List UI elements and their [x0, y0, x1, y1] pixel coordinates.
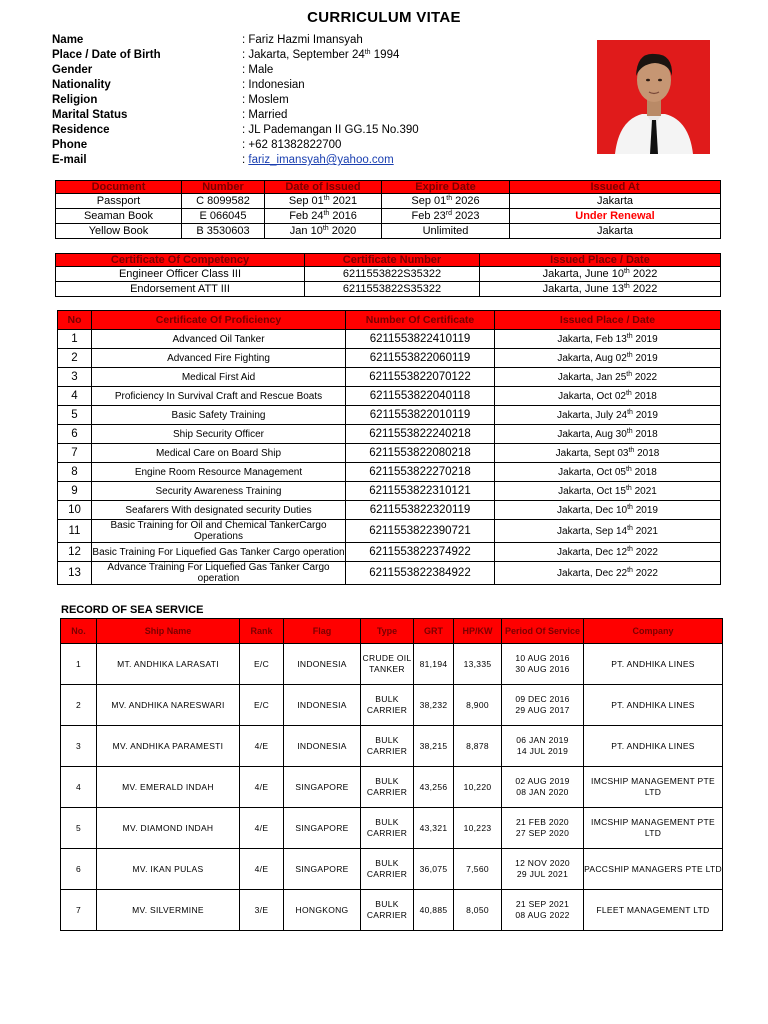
sea-service-cell: 38,232 [414, 685, 454, 726]
proficiency-cell: 11 [58, 520, 92, 543]
proficiency-cell: Jakarta, Sept 03th 2018 [495, 444, 721, 463]
sea-service-cell: 21 FEB 2020 27 SEP 2020 [502, 808, 584, 849]
sea-service-cell: SINGAPORE [284, 849, 361, 890]
personal-label: Marital Status [52, 109, 128, 121]
proficiency-cell: 6211553822310121 [346, 482, 495, 501]
sea-service-cell: 1 [61, 644, 97, 685]
person-portrait-icon [597, 40, 710, 154]
documents-row [56, 209, 721, 224]
proficiency-cell: 6211553822010119 [346, 406, 495, 425]
proficiency-cell: 2 [58, 349, 92, 368]
personal-row [52, 123, 592, 138]
proficiency-cell: 9 [58, 482, 92, 501]
sea-service-cell: 06 JAN 2019 14 JUL 2019 [502, 726, 584, 767]
personal-value: : Moslem [242, 94, 289, 106]
proficiency-cell: Seafarers With designated security Duties [92, 501, 346, 520]
proficiency-header: Number Of Certificate [346, 311, 495, 330]
proficiency-cell: Security Awareness Training [92, 482, 346, 501]
proficiency-cell: 6211553822070122 [346, 368, 495, 387]
sea-service-header: Type [361, 619, 414, 644]
proficiency-row [58, 463, 721, 482]
sea-service-cell: 5 [61, 808, 97, 849]
sea-service-row [61, 890, 723, 931]
proficiency-cell: 6211553822040118 [346, 387, 495, 406]
documents-cell: Yellow Book [56, 224, 182, 239]
proficiency-cell: Jakarta, Dec 12th 2022 [495, 543, 721, 562]
sea-service-cell: MV. EMERALD INDAH [97, 767, 240, 808]
proficiency-cell: 6211553822374922 [346, 543, 495, 562]
sea-service-cell: E/C [240, 644, 284, 685]
sea-service-cell: 4/E [240, 849, 284, 890]
sea-service-cell: 8,878 [454, 726, 502, 767]
sea-service-cell: 40,885 [414, 890, 454, 931]
profile-photo [597, 40, 710, 154]
proficiency-cell: Jakarta, Oct 05th 2018 [495, 463, 721, 482]
sea-service-cell: 3/E [240, 890, 284, 931]
proficiency-cell: 7 [58, 444, 92, 463]
sea-service-row [61, 726, 723, 767]
sea-service-cell: 43,321 [414, 808, 454, 849]
sea-service-row [61, 767, 723, 808]
sea-service-cell: MV. ANDHIKA PARAMESTI [97, 726, 240, 767]
documents-cell: Unlimited [382, 224, 510, 239]
documents-row [56, 224, 721, 239]
documents-cell: Sep 01th 2026 [382, 194, 510, 209]
proficiency-cell: 1 [58, 330, 92, 349]
sea-service-cell: 10 AUG 2016 30 AUG 2016 [502, 644, 584, 685]
proficiency-row [58, 425, 721, 444]
personal-label: Gender [52, 64, 93, 76]
proficiency-row [58, 501, 721, 520]
sea-service-cell: 12 NOV 2020 29 JUL 2021 [502, 849, 584, 890]
documents-header: Issued At [510, 181, 721, 194]
documents-header: Date of Issued [265, 181, 382, 194]
documents-cell: Sep 01th 2021 [265, 194, 382, 209]
personal-label: Nationality [52, 79, 111, 91]
documents-row [56, 194, 721, 209]
personal-row [52, 108, 592, 123]
documents-cell: Jakarta [510, 194, 721, 209]
personal-row [52, 48, 592, 63]
personal-label: Religion [52, 94, 98, 106]
email-link[interactable]: fariz_imansyah@yahoo.com [248, 154, 394, 166]
personal-row [52, 153, 592, 168]
proficiency-row [58, 406, 721, 425]
sea-service-cell: MV. ANDHIKA NARESWARI [97, 685, 240, 726]
personal-value: : fariz_imansyah@yahoo.com [242, 154, 394, 166]
sea-service-cell: SINGAPORE [284, 767, 361, 808]
proficiency-cell: Jakarta, Aug 30th 2018 [495, 425, 721, 444]
sea-service-row [61, 644, 723, 685]
personal-value: : Indonesian [242, 79, 305, 91]
proficiency-table [57, 310, 721, 585]
proficiency-header: Certificate Of Proficiency [92, 311, 346, 330]
documents-header: Expire Date [382, 181, 510, 194]
sea-service-header: Rank [240, 619, 284, 644]
proficiency-cell: Proficiency In Survival Craft and Rescue Boats [92, 387, 346, 406]
competency-cell: Jakarta, June 10th 2022 [480, 267, 721, 282]
proficiency-cell: 6211553822080218 [346, 444, 495, 463]
competency-table [55, 253, 721, 297]
sea-service-cell: 36,075 [414, 849, 454, 890]
sea-service-cell: 38,215 [414, 726, 454, 767]
personal-row [52, 33, 592, 48]
proficiency-cell: 6211553822060119 [346, 349, 495, 368]
documents-cell: Seaman Book [56, 209, 182, 224]
proficiency-row [58, 444, 721, 463]
sea-service-table [60, 618, 723, 931]
proficiency-cell: 4 [58, 387, 92, 406]
sea-service-header: GRT [414, 619, 454, 644]
proficiency-cell: Jakarta, Dec 22th 2022 [495, 562, 721, 585]
sea-service-cell: MT. ANDHIKA LARASATI [97, 644, 240, 685]
sea-service-cell: IMCSHIP MANAGEMENT PTE LTD [584, 767, 723, 808]
sea-service-cell: BULK CARRIER [361, 767, 414, 808]
proficiency-cell: Jakarta, Jan 25th 2022 [495, 368, 721, 387]
proficiency-cell: Advance Training For Liquefied Gas Tanker Cargo operation [92, 562, 346, 585]
documents-cell: Jan 10th 2020 [265, 224, 382, 239]
sea-service-heading: RECORD OF SEA SERVICE [61, 604, 204, 616]
proficiency-cell: Jakarta, Dec 10th 2019 [495, 501, 721, 520]
proficiency-header: No [58, 311, 92, 330]
sea-service-cell: BULK CARRIER [361, 849, 414, 890]
sea-service-cell: IMCSHIP MANAGEMENT PTE LTD [584, 808, 723, 849]
sea-service-cell: INDONESIA [284, 685, 361, 726]
sea-service-cell: MV. IKAN PULAS [97, 849, 240, 890]
proficiency-cell: 10 [58, 501, 92, 520]
personal-info [52, 33, 592, 168]
sea-service-header: Ship Name [97, 619, 240, 644]
proficiency-row [58, 543, 721, 562]
sea-service-cell: 7 [61, 890, 97, 931]
personal-row [52, 63, 592, 78]
sea-service-cell: INDONESIA [284, 726, 361, 767]
sea-service-cell: 7,560 [454, 849, 502, 890]
documents-cell: Feb 23rd 2023 [382, 209, 510, 224]
sea-service-cell: SINGAPORE [284, 808, 361, 849]
sea-service-cell: MV. DIAMOND INDAH [97, 808, 240, 849]
proficiency-cell: Jakarta, Sep 14th 2021 [495, 520, 721, 543]
proficiency-cell: 5 [58, 406, 92, 425]
sea-service-cell: E/C [240, 685, 284, 726]
sea-service-cell: 02 AUG 2019 08 JAN 2020 [502, 767, 584, 808]
competency-cell: Engineer Officer Class III [56, 267, 305, 282]
sea-service-cell: CRUDE OIL TANKER [361, 644, 414, 685]
personal-label: Place / Date of Birth [52, 49, 161, 61]
sea-service-cell: BULK CARRIER [361, 685, 414, 726]
sea-service-cell: INDONESIA [284, 644, 361, 685]
personal-row [52, 78, 592, 93]
sea-service-cell: 4/E [240, 767, 284, 808]
proficiency-cell: Medical Care on Board Ship [92, 444, 346, 463]
sea-service-header: Company [584, 619, 723, 644]
sea-service-cell: FLEET MANAGEMENT LTD [584, 890, 723, 931]
sea-service-header: Flag [284, 619, 361, 644]
proficiency-cell: Basic Safety Training [92, 406, 346, 425]
sea-service-cell: HONGKONG [284, 890, 361, 931]
proficiency-cell: 6211553822384922 [346, 562, 495, 585]
personal-value: : Male [242, 64, 274, 76]
proficiency-cell: Jakarta, Aug 02th 2019 [495, 349, 721, 368]
proficiency-row [58, 387, 721, 406]
personal-label: Name [52, 34, 84, 46]
documents-cell: C 8099582 [182, 194, 265, 209]
competency-row [56, 267, 721, 282]
sea-service-cell: 4/E [240, 726, 284, 767]
sea-service-header: Period Of Service [502, 619, 584, 644]
personal-label: Residence [52, 124, 110, 136]
sea-service-cell: 09 DEC 2016 29 AUG 2017 [502, 685, 584, 726]
sea-service-header: HP/KW [454, 619, 502, 644]
proficiency-cell: Jakarta, Oct 15th 2021 [495, 482, 721, 501]
documents-cell: E 066045 [182, 209, 265, 224]
proficiency-row [58, 562, 721, 585]
sea-service-cell: 43,256 [414, 767, 454, 808]
documents-table [55, 180, 721, 239]
sea-service-cell: 8,050 [454, 890, 502, 931]
personal-value: : Married [242, 109, 288, 121]
documents-header: Number [182, 181, 265, 194]
documents-cell: B 3530603 [182, 224, 265, 239]
personal-row [52, 93, 592, 108]
personal-value: : +62 81382822700 [242, 139, 342, 151]
proficiency-cell: Jakarta, July 24th 2019 [495, 406, 721, 425]
sea-service-cell: 2 [61, 685, 97, 726]
sea-service-cell: 4/E [240, 808, 284, 849]
proficiency-cell: 8 [58, 463, 92, 482]
sea-service-cell: 6 [61, 849, 97, 890]
documents-cell: Jakarta [510, 224, 721, 239]
sea-service-cell: MV. SILVERMINE [97, 890, 240, 931]
sea-service-header: No. [61, 619, 97, 644]
sea-service-cell: BULK CARRIER [361, 808, 414, 849]
documents-header: Document [56, 181, 182, 194]
proficiency-row [58, 330, 721, 349]
competency-cell: 6211553822S35322 [305, 282, 480, 297]
sea-service-cell: PT. ANDHIKA LINES [584, 726, 723, 767]
competency-header: Issued Place / Date [480, 254, 721, 267]
proficiency-cell: 6 [58, 425, 92, 444]
competency-row [56, 282, 721, 297]
page-title: CURRICULUM VITAE [307, 9, 461, 26]
sea-service-cell: 21 SEP 2021 08 AUG 2022 [502, 890, 584, 931]
proficiency-cell: 6211553822240218 [346, 425, 495, 444]
personal-value: : Jakarta, September 24th 1994 [242, 49, 400, 61]
competency-header: Certificate Number [305, 254, 480, 267]
proficiency-cell: Medical First Aid [92, 368, 346, 387]
sea-service-cell: BULK CARRIER [361, 890, 414, 931]
sea-service-row [61, 849, 723, 890]
proficiency-cell: 6211553822320119 [346, 501, 495, 520]
proficiency-cell: Advanced Fire Fighting [92, 349, 346, 368]
proficiency-cell: 6211553822270218 [346, 463, 495, 482]
sea-service-row [61, 685, 723, 726]
proficiency-cell: 13 [58, 562, 92, 585]
personal-value: : Fariz Hazmi Imansyah [242, 34, 363, 46]
competency-cell: 6211553822S35322 [305, 267, 480, 282]
sea-service-cell: 4 [61, 767, 97, 808]
proficiency-cell: Jakarta, Oct 02th 2018 [495, 387, 721, 406]
sea-service-cell: 13,335 [454, 644, 502, 685]
personal-row [52, 138, 592, 153]
sea-service-cell: 8,900 [454, 685, 502, 726]
sea-service-row [61, 808, 723, 849]
proficiency-row [58, 368, 721, 387]
competency-cell: Endorsement ATT III [56, 282, 305, 297]
proficiency-cell: Engine Room Resource Management [92, 463, 346, 482]
sea-service-cell: PT. ANDHIKA LINES [584, 685, 723, 726]
proficiency-row [58, 349, 721, 368]
proficiency-row [58, 520, 721, 543]
proficiency-cell: Basic Training For Liquefied Gas Tanker Cargo operation [92, 543, 346, 562]
proficiency-cell: Ship Security Officer [92, 425, 346, 444]
sea-service-cell: PT. ANDHIKA LINES [584, 644, 723, 685]
sea-service-cell: BULK CARRIER [361, 726, 414, 767]
proficiency-cell: Jakarta, Feb 13th 2019 [495, 330, 721, 349]
sea-service-cell: 3 [61, 726, 97, 767]
proficiency-cell: Basic Training for Oil and Chemical TankerCargo Operations [92, 520, 346, 543]
sea-service-cell: 10,223 [454, 808, 502, 849]
proficiency-cell: 6211553822410119 [346, 330, 495, 349]
proficiency-cell: 6211553822390721 [346, 520, 495, 543]
sea-service-cell: 81,194 [414, 644, 454, 685]
sea-service-cell: PACCSHIP MANAGERS PTE LTD [584, 849, 723, 890]
competency-header: Certificate Of Competency [56, 254, 305, 267]
documents-cell: Feb 24th 2016 [265, 209, 382, 224]
proficiency-cell: 12 [58, 543, 92, 562]
documents-cell: Passport [56, 194, 182, 209]
personal-label: Phone [52, 139, 88, 151]
documents-cell: Under Renewal [510, 209, 721, 224]
proficiency-row [58, 482, 721, 501]
proficiency-cell: 3 [58, 368, 92, 387]
personal-value: : JL Pademangan II GG.15 No.390 [242, 124, 419, 136]
proficiency-header: Issued Place / Date [495, 311, 721, 330]
personal-label: E-mail [52, 154, 87, 166]
competency-cell: Jakarta, June 13th 2022 [480, 282, 721, 297]
proficiency-cell: Advanced Oil Tanker [92, 330, 346, 349]
sea-service-cell: 10,220 [454, 767, 502, 808]
